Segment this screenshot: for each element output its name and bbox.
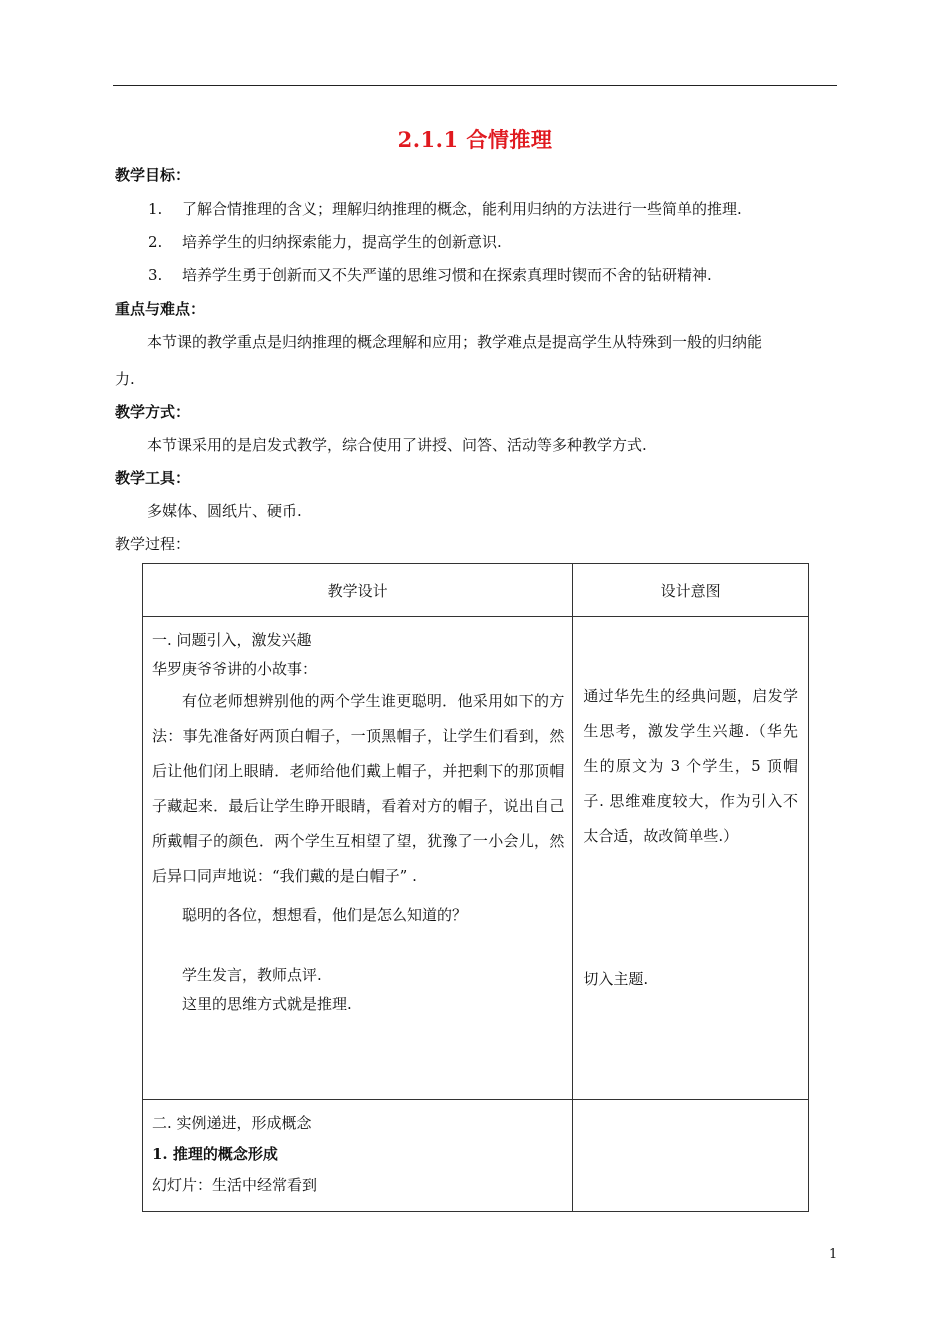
student-response: 学生发言，教师点评. — [182, 966, 322, 984]
tools-heading: 教学工具： — [115, 469, 191, 487]
objective-item-1 — [148, 198, 742, 219]
objective-item-2 — [148, 231, 502, 252]
page-number: 1 — [829, 1247, 838, 1262]
page-title: 2.1.1 合情推理 — [397, 127, 553, 152]
story-text: 有位老师想辨别他的两个学生谁更聪明．他采用如下的方法：事先准备好两顶白帽子，一顶黑帽子，让学生们看到，然后让他们闭上眼睛．老师给他们戴上帽子，并把剩下的那顶帽子藏起来．最后让学生睁开眼睛，看着对方的帽子，说出自己所戴帽子的颜色．两个学生互相望了望，犹豫了一小会儿，然后异口同声地说：“我们戴的是白帽子” . — [152, 692, 565, 885]
table-row-1-intent — [573, 617, 809, 1100]
objective-item-3 — [148, 264, 712, 285]
header-rule — [113, 85, 837, 86]
key-points-line-1: 本节课的教学重点是归纳推理的概念理解和应用；教学难点是提高学生从特殊到一般的归纳能 — [147, 333, 763, 351]
summary-text: 这里的思维方式就是推理. — [182, 995, 352, 1013]
objective-text: 培养学生的归纳探索能力，提高学生的创新意识. — [182, 233, 502, 251]
section-heading-1: 一. 问题引入，激发兴趣 — [152, 631, 312, 649]
intent-text: 通过华先生的经典问题，启发学生思考，激发学生兴趣.（华先生的原文为 3 个学生，5 顶帽子. 思维难度较大，作为引入不太合适，故改简单些.） — [583, 687, 798, 845]
table-header-intent: 设计意图 — [573, 564, 809, 617]
method-heading: 教学方式： — [115, 403, 191, 421]
objective-num: 2. — [148, 233, 163, 251]
key-points-heading: 重点与难点： — [115, 300, 206, 318]
section-heading-2: 二. 实例递进，形成概念 — [152, 1114, 312, 1132]
method-text: 本节课采用的是启发式教学，综合使用了讲授、问答、活动等多种教学方式. — [147, 436, 647, 454]
process-label: 教学过程： — [115, 535, 191, 553]
tools-text: 多媒体、圆纸片、硬币. — [147, 502, 302, 520]
story-intro: 华罗庚爷爷讲的小故事： — [152, 660, 318, 678]
table-row-2-design — [143, 1100, 573, 1212]
slide-text: 幻灯片：生活中经常看到 — [152, 1176, 318, 1194]
table-header-design: 教学设计 — [143, 564, 573, 617]
objective-text: 培养学生勇于创新而又不失严谨的思维习惯和在探索真理时锲而不舍的钻研精神. — [182, 266, 712, 284]
process-table — [142, 563, 809, 1212]
story-question: 聪明的各位，想想看，他们是怎么知道的？ — [182, 906, 468, 924]
key-points-line-2: 力. — [115, 370, 135, 388]
objective-num: 3. — [148, 266, 163, 284]
table-row-2-intent — [573, 1100, 809, 1212]
table-row-1-design — [143, 617, 573, 1100]
objective-num: 1. — [148, 200, 163, 218]
objective-text: 了解合情推理的含义；理解归纳推理的概念，能利用归纳的方法进行一些简单的推理. — [182, 200, 742, 218]
intent-text-2: 切入主题. — [583, 970, 649, 988]
objectives-heading: 教学目标： — [115, 166, 191, 184]
subsection-heading: 1. 推理的概念形成 — [152, 1145, 278, 1163]
